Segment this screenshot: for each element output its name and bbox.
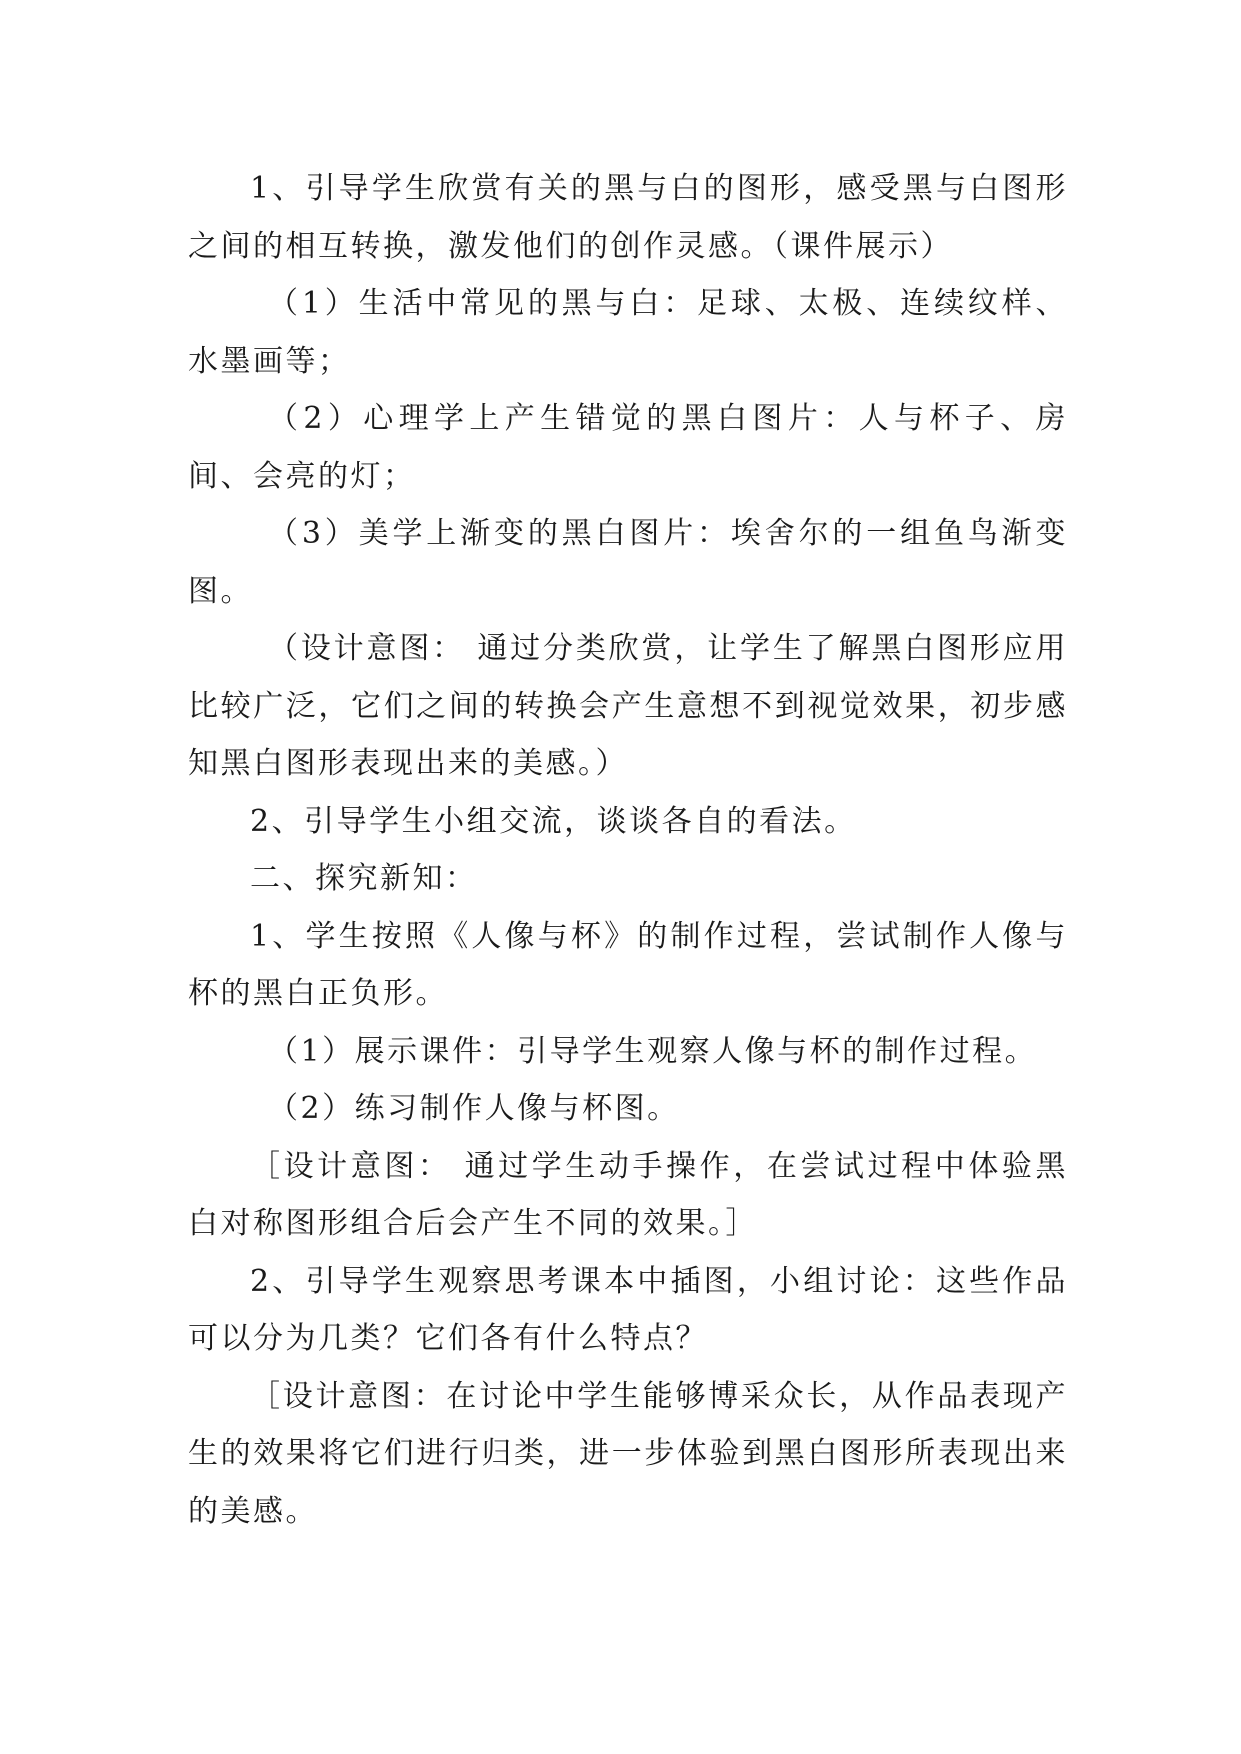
paragraph-group-exchange: 2、引导学生小组交流，谈谈各自的看法。 <box>250 803 857 839</box>
paragraph-make-figure: 1、学生按照《人像与杯》的制作过程，尝试制作人像与杯的黑白正负形。 <box>188 918 1068 1011</box>
paragraph-design-intent-1: （设计意图： 通过分类欣赏，让学生了解黑白图形应用比较广泛，它们之间的转换会产生意想不到视觉效果，初步感知黑白图形表现出来的美感。） <box>188 631 1068 781</box>
paragraph-item-1: （1）生活中常见的黑与白：足球、太极、连续纹样、水墨画等； <box>188 286 1068 379</box>
paragraph-observe-illustrations: 2、引导学生观察思考课本中插图，小组讨论：这些作品可以分为几类？它们各有什么特点？ <box>188 1263 1068 1356</box>
section-heading-explore: 二、探究新知： <box>250 861 478 896</box>
paragraph-guide-appreciation: 1、引导学生欣赏有关的黑与白的图形，感受黑与白图形之间的相互转换，激发他们的创作灵感。（课件展示） <box>188 171 1068 264</box>
paragraph-item-2: （2）心理学上产生错觉的黑白图片：人与杯子、房间、会亮的灯； <box>188 401 1068 494</box>
paragraph-design-intent-2: ［设计意图： 通过学生动手操作，在尝试过程中体验黑白对称图形组合后会产生不同的效果。］ <box>188 1148 1068 1241</box>
paragraph-item-3: （3）美学上渐变的黑白图片：埃舍尔的一组鱼鸟渐变图。 <box>188 516 1068 609</box>
paragraph-design-intent-3: ［设计意图：在讨论中学生能够博采众长，从作品表现产生的效果将它们进行归类，进一步体验到黑白图形所表现出来的美感。 <box>188 1378 1068 1529</box>
paragraph-show-courseware: （1）展示课件：引导学生观察人像与杯的制作过程。 <box>268 1033 1038 1069</box>
document-body <box>188 160 1068 1540</box>
paragraph-practice: （2）练习制作人像与杯图。 <box>268 1091 680 1126</box>
